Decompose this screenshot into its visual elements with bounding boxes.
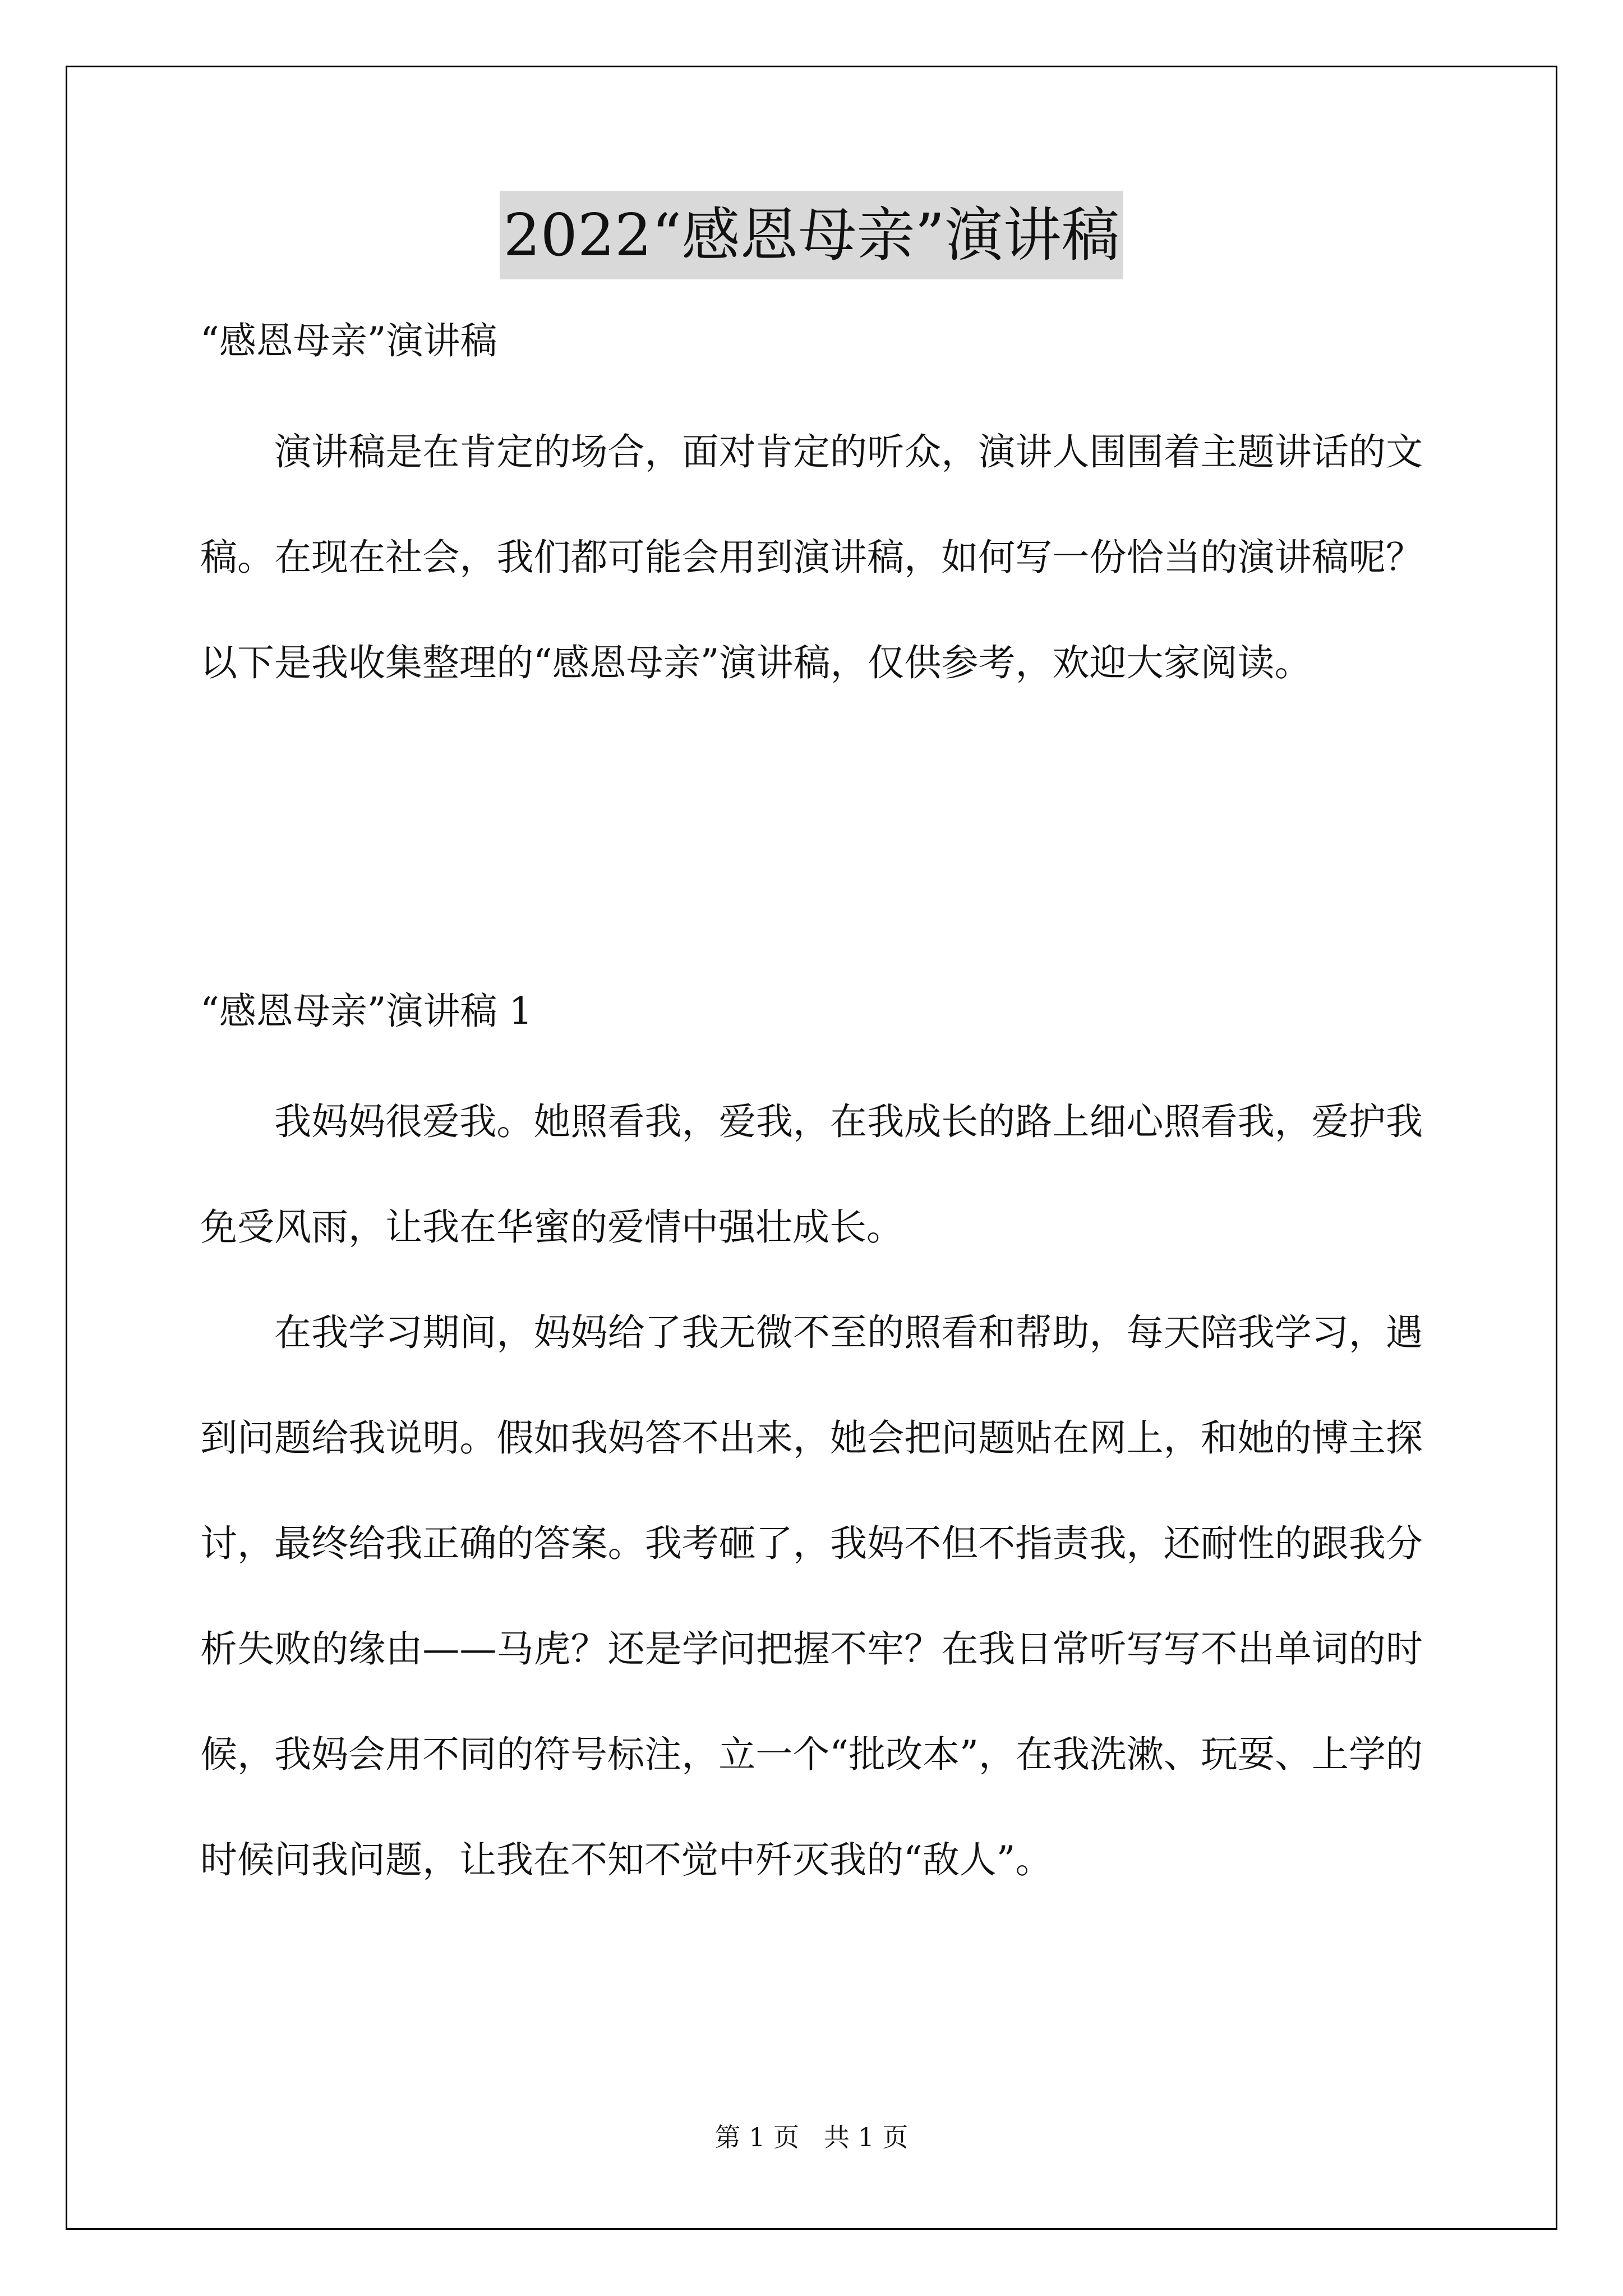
intro-paragraph: 演讲稿是在肯定的场合，面对肯定的听众，演讲人围围着主题讲话的文稿。在现在社会，我们都可能会用到演讲稿，如何写一份恰当的演讲稿呢？以下是我收集整理的“感恩母亲”演讲稿，仅供参考，欢迎大家阅读。 bbox=[200, 430, 1423, 684]
intro-heading: “感恩母亲”演讲稿 bbox=[200, 319, 497, 362]
document-title: 2022“感恩母亲”演讲稿 bbox=[500, 191, 1123, 279]
section-1-paragraph-1: 我妈妈很爱我。她照看我，爱我，在我成长的路上细心照看我，爱护我免受风雨，让我在华蜜的爱情中强壮成长。 bbox=[200, 1100, 1423, 1249]
section-1-heading: “感恩母亲”演讲稿 1 bbox=[200, 990, 533, 1033]
title-container bbox=[0, 191, 1623, 279]
page-footer: 第 1 页 共 1 页 bbox=[714, 2122, 909, 2152]
section-1-paragraph-2: 在我学习期间，妈妈给了我无微不至的照看和帮助，每天陪我学习，遇到问题给我说明。假如我妈答不出来，她会把问题贴在网上，和她的博主探讨，最终给我正确的答案。我考砸了，我妈不但不指责我，还耐性的跟我分析失败的缘由——马虎？还是学问把握不牢？在我日常听写写不出单词的时候，我妈会用不同的符号标注，立一个“批改本”，在我洗漱、玩耍、上学的时候问我问题，让我在不知不觉中歼灭我的“敌人”。 bbox=[200, 1311, 1423, 1881]
